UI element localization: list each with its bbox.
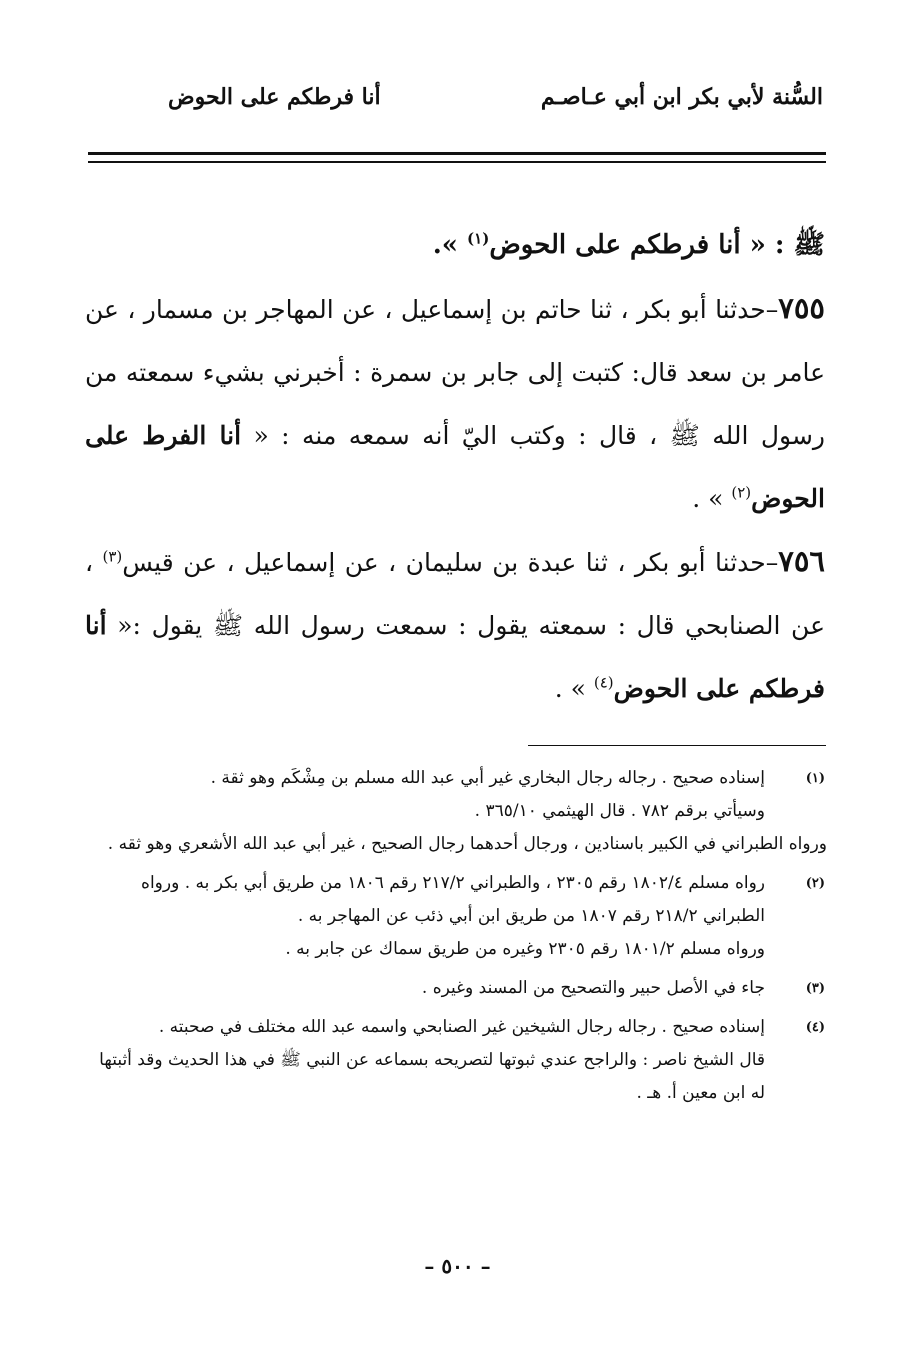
footnote-line: قال الشيخ ناصر : والراجح عندي ثبوتها لتصريحه بسماعه عن النبي ﷺ في هذا الحديث وقد أثبتها له ابن معين أ. هـ . bbox=[99, 1050, 765, 1103]
footnote-line: ورواه مسلم ١٨٠١/٢ رقم ٢٣٠٥ وغيره من طريق سماك عن جابر به . bbox=[285, 939, 765, 959]
footnote-ref-4: (٤) bbox=[593, 673, 614, 692]
hadith-756-text-2: ، عن الصنابحي قال : سمعته يقول : سمعت رسول الله ﷺ يقول :« bbox=[85, 548, 825, 640]
hadith-755 bbox=[85, 277, 825, 530]
footnote-mark: (٢) bbox=[805, 876, 825, 891]
hadith-756-text: –حدثنا أبو بكر ، ثنا عبدة بن سليمان ، عن إسماعيل ، عن قيس bbox=[122, 548, 779, 577]
hadith-755-matn: أنا الفرط على الحوض bbox=[85, 421, 825, 513]
footnote-2 bbox=[85, 867, 827, 966]
footnotes bbox=[85, 762, 827, 1116]
footnote-continuation: ورواه الطبراني في الكبير باسنادين ، ورجال أحدهما رجال الصحيح ، غير أبي عبد الله الأشعري وهو ثقه . bbox=[107, 834, 827, 854]
footnote-line: وسيأتي برقم ٧٨٢ . قال الهيثمي ٣٦٥/١٠ . bbox=[474, 801, 765, 821]
footnote-mark: (٣) bbox=[805, 981, 825, 996]
footnote-ref-2: (٢) bbox=[731, 483, 752, 502]
hadith-number-755: ٧٥٥ bbox=[778, 291, 825, 325]
main-text bbox=[85, 214, 825, 720]
hadith-756-end: » . bbox=[554, 674, 594, 703]
footnote-line: رواه مسلم ١٨٠٢/٤ رقم ٢٣٠٥ ، والطبراني ٢١٧/٢ رقم ١٨٠٦ من طريق أبي بكر به . ورواه الطبراني ٢١٨/٢ رقم ١٨٠٧ من طريق ابن أبي ذئب عن المهاجر به . bbox=[141, 873, 765, 926]
footnote-1 bbox=[85, 762, 827, 861]
hadith-number-756: ٧٥٦ bbox=[778, 544, 825, 578]
footnote-separator bbox=[528, 745, 826, 746]
chapter-heading-end: ». bbox=[432, 230, 468, 260]
footnote-line: جاء في الأصل حبير والتصحيح من المسند وغيره . bbox=[421, 978, 765, 998]
chapter-heading bbox=[85, 214, 825, 277]
chapter-heading-text: ﷺ : « أنا فرطكم على الحوض bbox=[489, 230, 825, 260]
footnote-4 bbox=[85, 1011, 827, 1110]
footnote-line: إسناده صحيح . رجاله رجال الشيخين غير الصنابحي واسمه عبد الله مختلف في صحبته . bbox=[158, 1017, 765, 1037]
hadith-756-matn: أنا فرطكم على الحوض bbox=[85, 611, 825, 703]
hadith-755-text: –حدثنا أبو بكر ، ثنا حاتم بن إسماعيل ، عن المهاجر بن مسمار ، عن عامر بن سعد قال: كتبت إلى جابر بن سمرة : أخبرني بشيء سمعته من رسول الله ﷺ ، قال : وكتب اليّ أنه سمعه منه : « bbox=[85, 295, 825, 450]
header-rule-thin bbox=[88, 161, 826, 163]
header-rule-thick bbox=[88, 152, 826, 155]
page-number: – ٥٠٠ – bbox=[424, 1254, 491, 1278]
running-header-book-title: السُّنة لأبي بكر ابن أبي عـاصـم bbox=[540, 84, 823, 110]
footnote-mark: (١) bbox=[805, 771, 825, 786]
footnote-3 bbox=[85, 972, 827, 1005]
footnote-ref-1: (١) bbox=[467, 229, 490, 248]
hadith-755-end: » . bbox=[692, 484, 732, 513]
footnote-ref-3: (٣) bbox=[102, 547, 123, 566]
running-header-chapter-title: أنا فرطكم على الحوض bbox=[168, 84, 381, 110]
hadith-756 bbox=[85, 530, 825, 720]
footnote-mark: (٤) bbox=[805, 1020, 825, 1035]
footnote-line: إسناده صحيح . رجاله رجال البخاري غير أبي عبد الله مسلم بن مِشْكَم وهو ثقة . bbox=[210, 768, 765, 788]
